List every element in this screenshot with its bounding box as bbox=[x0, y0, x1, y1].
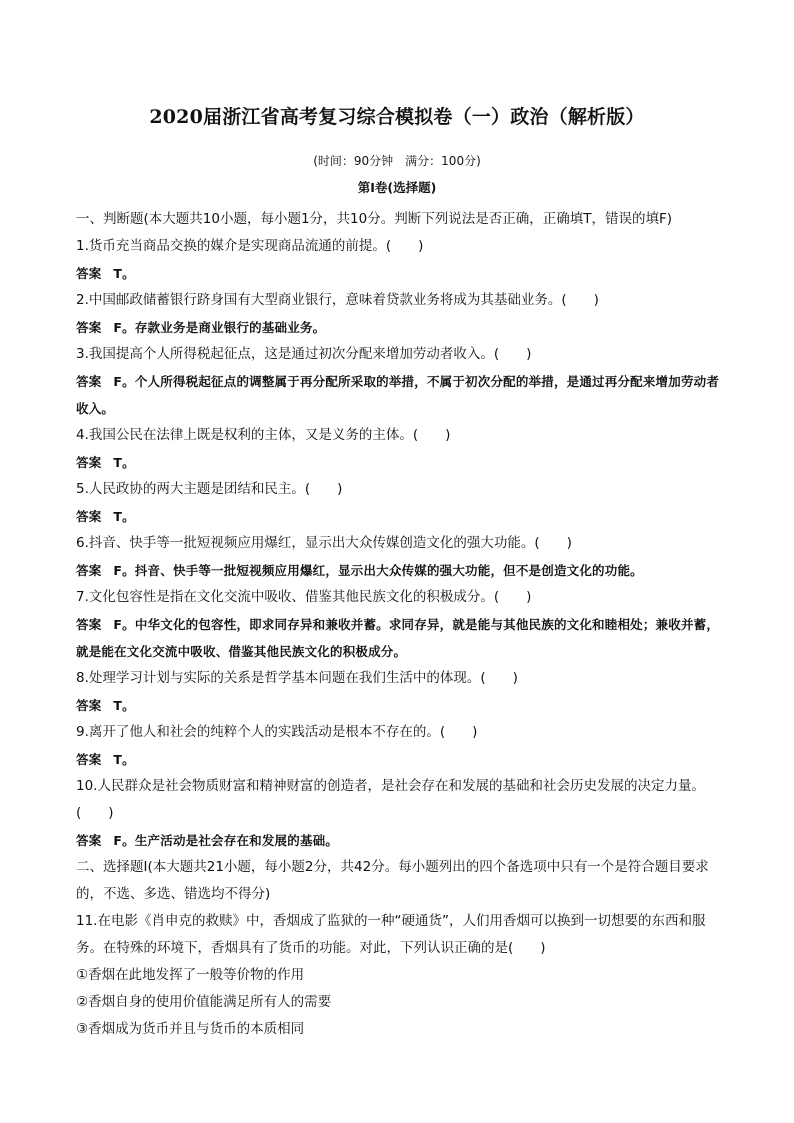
answer-8 bbox=[76, 692, 726, 719]
answer-text: F。抖音、快手等一批短视频应用爆红，显示出大众传媒的强大功能，但不是创造文化的功能。 bbox=[113, 563, 643, 578]
question-2: 2.中国邮政储蓄银行跻身国有大型商业银行，意味着贷款业务将成为其基础业务。( ) bbox=[76, 292, 599, 308]
question-10: 10.人民群众是社会物质财富和精神财富的创造者，是社会存在和发展的基础和社会历史发展的决定力量。( ) bbox=[76, 778, 705, 821]
answer-label: 答案 bbox=[76, 266, 102, 281]
question-11: 11.在电影《肖申克的救赎》中，香烟成了监狱的一种“硬通货”，人们用香烟可以换到一切想要的东西和服务。在特殊的环境下，香烟具有了货币的功能。对此，下列认识正确的是( ) bbox=[76, 913, 706, 956]
answer-text: F。存款业务是商业银行的基础业务。 bbox=[113, 320, 326, 335]
section-heading-judgment: 一、判断题(本大题共10小题，每小题1分，共10分。判断下列说法是否正确，正确填T，错误的填F) bbox=[76, 211, 672, 227]
answer-label: 答案 bbox=[76, 752, 102, 767]
answer-text: T。 bbox=[113, 455, 135, 470]
answer-9 bbox=[76, 746, 726, 773]
question-7: 7.文化包容性是指在文化交流中吸收、借鉴其他民族文化的积极成分。( ) bbox=[76, 589, 532, 605]
answer-label: 答案 bbox=[76, 374, 102, 389]
answer-label: 答案 bbox=[76, 617, 102, 632]
answer-3 bbox=[76, 368, 726, 422]
part-heading: 第Ⅰ卷(选择题) bbox=[357, 180, 437, 195]
section-heading-choice: 二、选择题Ⅰ(本大题共21小题，每小题2分，共42分。每小题列出的四个备选项中只有一个是符合题目要求的，不选、多选、错选均不得分) bbox=[76, 859, 709, 902]
answer-10 bbox=[76, 827, 726, 854]
answer-text: F。中华文化的包容性，即求同存异和兼收并蓄。求同存异，就是能与其他民族的文化和睦相处；兼收并蓄，就是能在文化交流中吸收、借鉴其他民族文化的积极成分。 bbox=[76, 617, 720, 659]
question-11-option-2: ②香烟自身的使用价值能满足所有人的需要 bbox=[76, 994, 332, 1010]
document-title: 2020届浙江省高考复习综合模拟卷（一）政治（解析版） bbox=[149, 106, 645, 128]
answer-label: 答案 bbox=[76, 833, 102, 848]
question-8: 8.处理学习计划与实际的关系是哲学基本问题在我们生活中的体现。( ) bbox=[76, 670, 518, 686]
answer-7 bbox=[76, 611, 726, 665]
answer-5 bbox=[76, 503, 726, 530]
answer-text: T。 bbox=[113, 509, 135, 524]
question-11-option-1: ①香烟在此地发挥了一般等价物的作用 bbox=[76, 967, 305, 983]
answer-label: 答案 bbox=[76, 563, 102, 578]
answer-text: T。 bbox=[113, 698, 135, 713]
question-1: 1.货币充当商品交换的媒介是实现商品流通的前提。( ) bbox=[76, 238, 424, 254]
answer-4 bbox=[76, 449, 726, 476]
question-3: 3.我国提高个人所得税起征点，这是通过初次分配来增加劳动者收入。( ) bbox=[76, 346, 532, 362]
answer-label: 答案 bbox=[76, 698, 102, 713]
question-11-option-3: ③香烟成为货币并且与货币的本质相同 bbox=[76, 1021, 305, 1037]
answer-text: T。 bbox=[113, 266, 135, 281]
answer-label: 答案 bbox=[76, 320, 102, 335]
answer-label: 答案 bbox=[76, 509, 102, 524]
document-body bbox=[76, 206, 726, 1043]
answer-text: F。个人所得税起征点的调整属于再分配所采取的举措，不属于初次分配的举措，是通过再分配来增加劳动者收入。 bbox=[76, 374, 720, 416]
question-5: 5.人民政协的两大主题是团结和民主。( ) bbox=[76, 481, 343, 497]
question-6: 6.抖音、快手等一批短视频应用爆红，显示出大众传媒创造文化的强大功能。( ) bbox=[76, 535, 572, 551]
exam-time-score: (时间：90分钟 满分：100分) bbox=[313, 154, 481, 168]
question-4: 4.我国公民在法律上既是权利的主体，又是义务的主体。( ) bbox=[76, 427, 451, 443]
question-9: 9.离开了他人和社会的纯粹个人的实践活动是根本不存在的。( ) bbox=[76, 724, 478, 740]
answer-text: T。 bbox=[113, 752, 135, 767]
answer-6 bbox=[76, 557, 726, 584]
answer-1 bbox=[76, 260, 726, 287]
answer-text: F。生产活动是社会存在和发展的基础。 bbox=[113, 833, 339, 848]
answer-2 bbox=[76, 314, 726, 341]
answer-label: 答案 bbox=[76, 455, 102, 470]
